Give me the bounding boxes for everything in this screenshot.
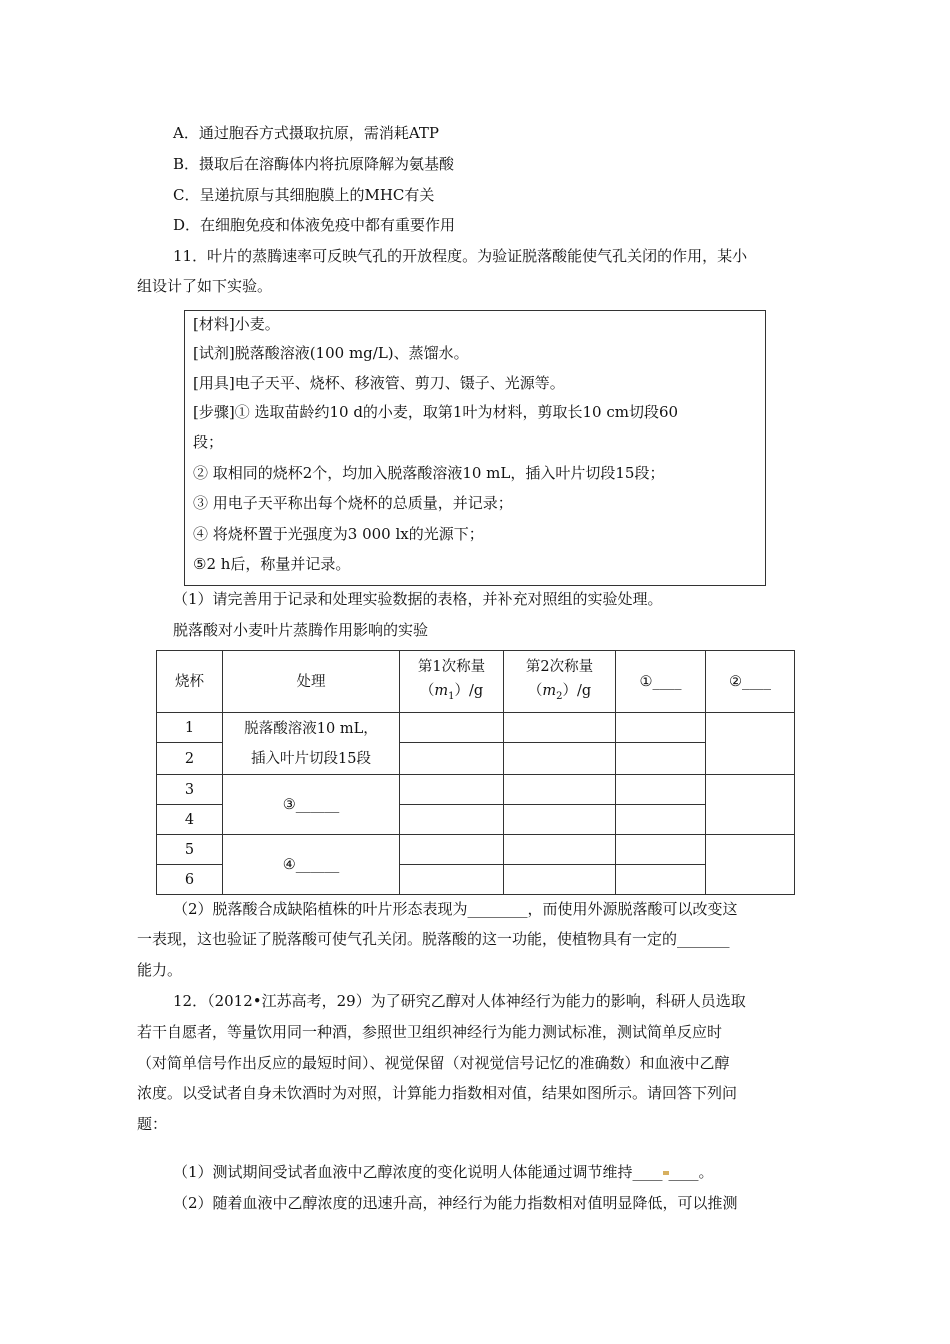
table-row <box>157 775 795 805</box>
option-b: B．摄取后在溶酶体内将抗原降解为氨基酸 <box>173 155 455 173</box>
table-cell <box>616 775 706 805</box>
header-weigh2-symbol: m <box>542 682 557 699</box>
q12-sub1-blank2: ____ <box>668 1163 699 1181</box>
q11-sub2-line2: 一表现，这也验证了脱落酸可使气孔关闭。脱落酸的这一功能，使植物具有一定的_______ <box>137 930 730 948</box>
row-number: 6 <box>157 865 223 895</box>
treatment-abscisic-line2: 插入叶片切段15段 <box>251 750 371 767</box>
q11-sub2-line3: 能力。 <box>137 961 183 979</box>
table-cell <box>504 713 616 743</box>
q12-sub1-end: 。 <box>698 1163 714 1181</box>
row-number: 3 <box>157 775 223 805</box>
table-cell <box>706 713 795 775</box>
q12-sub1-blank: ____ <box>632 1163 663 1181</box>
q12-line4: 浓度。以受试者自身未饮酒时为对照，计算能力指数相对值，结果如图所示。请回答下列问 <box>137 1084 738 1102</box>
q12-sub1-text: （1）测试期间受试者血液中乙醇浓度的变化说明人体能通过调节维持 <box>173 1163 633 1181</box>
box-line-tools: [用具]电子天平、烧杯、移液管、剪刀、镊子、光源等。 <box>193 374 565 392</box>
table-title: 脱落酸对小麦叶片蒸腾作用影响的实验 <box>173 621 429 639</box>
header-weigh1-unit <box>400 679 503 709</box>
row-number: 4 <box>157 805 223 835</box>
box-line-reagents: [试剂]脱落酸溶液(100 mg/L)、蒸馏水。 <box>193 344 469 362</box>
table-cell <box>504 865 616 895</box>
header-weigh1-close: ）/g <box>454 682 484 699</box>
header-weigh1-symbol: m <box>434 682 449 699</box>
box-line-step1-cont: 段； <box>193 433 224 451</box>
table-cell <box>504 743 616 775</box>
box-line-step4: ④ 将烧杯置于光强度为3 000 lx的光源下； <box>193 525 484 543</box>
table-cell <box>616 713 706 743</box>
box-line-materials: [材料]小麦。 <box>193 315 280 333</box>
table-cell <box>400 805 504 835</box>
box-line-step3: ③ 用电子天平称出每个烧杯的总质量，并记录； <box>193 494 513 512</box>
option-d: D．在细胞免疫和体液免疫中都有重要作用 <box>173 216 456 234</box>
row-number: 5 <box>157 835 223 865</box>
q12-line3: （对简单信号作出反应的最短时间）、视觉保留（对视觉信号记忆的准确数）和血液中乙醇 <box>137 1054 730 1072</box>
header-blank1: ①____ <box>616 651 706 713</box>
header-weigh2-title: 第2次称量 <box>525 658 594 675</box>
q12-line2: 若干自愿者，等量饮用同一种酒，参照世卫组织神经行为能力测试标准，测试简单反应时 <box>137 1023 723 1041</box>
treatment-blank3: ③______ <box>223 775 400 835</box>
table-cell <box>400 713 504 743</box>
q12-sub1 <box>173 1162 714 1182</box>
box-line-step5: ⑤2 h后，称量并记录。 <box>193 555 351 573</box>
table-cell <box>400 743 504 775</box>
option-a: A．通过胞吞方式摄取抗原，需消耗ATP <box>173 124 439 142</box>
treatment-abscisic-line1: 脱落酸溶液10 mL， <box>244 720 378 737</box>
q12-line5: 题： <box>137 1115 168 1133</box>
table-cell <box>400 865 504 895</box>
q12-sub2: （2）随着血液中乙醇浓度的迅速升高，神经行为能力指数相对值明显降低，可以推测 <box>173 1194 738 1212</box>
table-row <box>157 835 795 865</box>
table-cell <box>706 775 795 835</box>
table-cell <box>616 865 706 895</box>
treatment-blank4: ④______ <box>223 835 400 895</box>
table-cell <box>706 835 795 895</box>
q11-stem-line1: 11．叶片的蒸腾速率可反映气孔的开放程度。为验证脱落酸能使气孔关闭的作用，某小 <box>173 247 748 265</box>
table-cell <box>616 835 706 865</box>
option-c: C．呈递抗原与其细胞膜上的MHC有关 <box>173 186 435 204</box>
data-table <box>156 650 795 895</box>
treatment-abscisic <box>223 713 400 775</box>
table-cell <box>504 805 616 835</box>
box-line-step2: ② 取相同的烧杯2个，均加入脱落酸溶液10 mL，插入叶片切段15段； <box>193 464 665 482</box>
table-cell <box>400 775 504 805</box>
header-weigh1-title: 第1次称量 <box>417 658 486 675</box>
table-cell <box>504 775 616 805</box>
header-treatment: 处理 <box>223 651 400 713</box>
table-cell <box>504 835 616 865</box>
header-weigh1 <box>400 651 504 713</box>
header-weigh2-close: ）/g <box>562 682 592 699</box>
header-weigh2-sub: 2 <box>556 690 563 702</box>
header-weigh2-unit <box>504 679 615 709</box>
header-weigh2 <box>504 651 616 713</box>
q11-stem-line2: 组设计了如下实验。 <box>137 277 273 295</box>
row-number: 2 <box>157 743 223 775</box>
q12-line1: 12．（2012•江苏高考，29）为了研究乙醇对人体神经行为能力的影响，科研人员选取 <box>173 992 746 1010</box>
table-header-row <box>157 651 795 713</box>
header-weigh1-sub: 1 <box>448 690 455 702</box>
row-number: 1 <box>157 713 223 743</box>
header-beaker: 烧杯 <box>157 651 223 713</box>
header-blank2: ②____ <box>706 651 795 713</box>
q11-sub2-line1: （2）脱落酸合成缺陷植株的叶片形态表现为________，而使用外源脱落酸可以改变这 <box>173 900 738 918</box>
header-weigh2-open: （ <box>527 682 543 699</box>
table-cell <box>616 805 706 835</box>
table-cell <box>616 743 706 775</box>
q11-sub1: （1）请完善用于记录和处理实验数据的表格，并补充对照组的实验处理。 <box>173 590 663 608</box>
box-line-step1: [步骤]① 选取苗龄约10 d的小麦，取第1叶为材料，剪取长10 cm切段60 <box>193 403 679 421</box>
table-row <box>157 713 795 743</box>
table-cell <box>400 835 504 865</box>
header-weigh1-open: （ <box>419 682 435 699</box>
